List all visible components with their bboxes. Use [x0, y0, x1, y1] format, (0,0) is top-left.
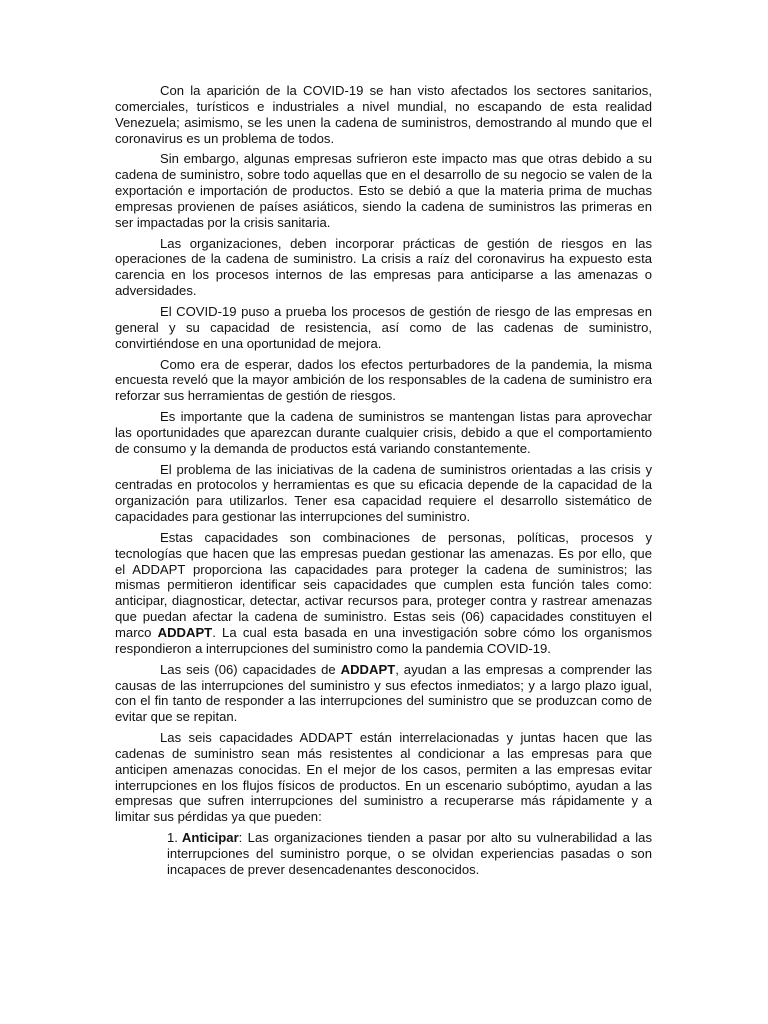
paragraph-2: Sin embargo, algunas empresas sufrieron este impacto mas que otras debido a su cadena de suministro, sobre todo aquellas que en el desarrollo de su negocio se valen de la exportación e importación de productos. Esto se debió a que la materia prima de muchas empresas provienen de países asiáticos, siendo la cadena de suministros las primeras en ser impactadas por la crisis sanitaria. [115, 151, 652, 230]
addapt-term: ADDAPT [340, 661, 396, 677]
list-term: Anticipar [181, 830, 239, 846]
paragraph-7: El problema de las iniciativas de la cadena de suministros orientadas a las crisis y centradas en protocolos y herramientas es que su eficacia depende de la capacidad de la organización para utilizarlos. Tener esa capacidad requiere el desarrollo sistemático de capacidades para gestionar las interrupciones del suministro. [115, 461, 652, 525]
paragraph-10: Las seis capacidades ADDAPT están interrelacionadas y juntas hacen que las cadenas de suministro sean más resistentes al condicionar a las empresas para que anticipen amenazas conocidas. En el mejor de los casos, permiten a las empresas evitar interrupciones en los flujos físicos de productos. En un escenario subóptimo, ayudan a las empresas que sufren interrupciones del suministro a recuperarse más rápidamente y a limitar sus pérdidas ya que pueden: [115, 730, 652, 825]
paragraph-9: Las seis (06) capacidades de ADDAPT, ayudan a las empresas a comprender las causas de las interrupciones del suministro y sus efectos inmediatos; y a largo plazo igual, con el fin tanto de responder a las interrupciones del suministro que se produzcan como de evitar que se repitan. [115, 661, 652, 725]
paragraph-6: Es importante que la cadena de suministros se mantengan listas para aprovechar las oportunidades que aparezcan durante cualquier crisis, debido a que el comportamiento de consumo y la demanda de productos está variando constantemente. [115, 409, 652, 456]
paragraph-5: Como era de esperar, dados los efectos perturbadores de la pandemia, la misma encuesta reveló que la mayor ambición de los responsables de la cadena de suministro era reforzar sus herramientas de gestión de riesgos. [115, 356, 652, 404]
list-text: : Las organizaciones tienden a pasar por alto su vulnerabilidad a las interrupciones del suministro porque, o se olvidan experiencias pasadas o son incapaces de prever desencadenantes desconocidos. [167, 830, 652, 877]
list-item-anticipar [167, 830, 652, 878]
paragraph-8: Estas capacidades son combinaciones de personas, políticas, procesos y tecnologías que hacen que las empresas puedan gestionar las amenazas. Es por ello, que el ADDAPT proporciona las capacidades para proteger la cadena de suministros; las mismas permitieron identificar seis capacidades que cumplen esta función tales como: anticipar, diagnosticar, detectar, activar recursos para, proteger contra y rastrear amenazas que puedan afectar la cadena de suministro. Estas seis (06) capacidades constituyen el marco ADDAPT. La cual esta basada en una investigación sobre cómo los organismos respondieron a interrupciones del suministro como la pandemia COVID-19. [115, 529, 652, 656]
addapt-term: ADDAPT [157, 625, 213, 640]
paragraph-3: Las organizaciones, deben incorporar prácticas de gestión de riesgos en las operaciones de la cadena de suministro. La crisis a raíz del coronavirus ha expuesto esta carencia en los procesos internos de las empresas para anticiparse a las amenazas o adversidades. [115, 235, 652, 299]
list-number: 1. [167, 830, 178, 846]
paragraph-1: Con la aparición de la COVID-19 se han visto afectados los sectores sanitarios, comerciales, turísticos e industriales a nivel mundial, no escapando de esta realidad Venezuela; asimismo, se les unen la cadena de suministros, demostrando al mundo que el coronavirus es un problema de todos. [115, 83, 652, 146]
paragraph-4: El COVID-19 puso a prueba los procesos de gestión de riesgo de las empresas en general y su capacidad de resistencia, así como de las cadenas de suministro, convirtiéndose en una oportunidad de mejora. [115, 303, 652, 351]
document-body [115, 83, 652, 878]
